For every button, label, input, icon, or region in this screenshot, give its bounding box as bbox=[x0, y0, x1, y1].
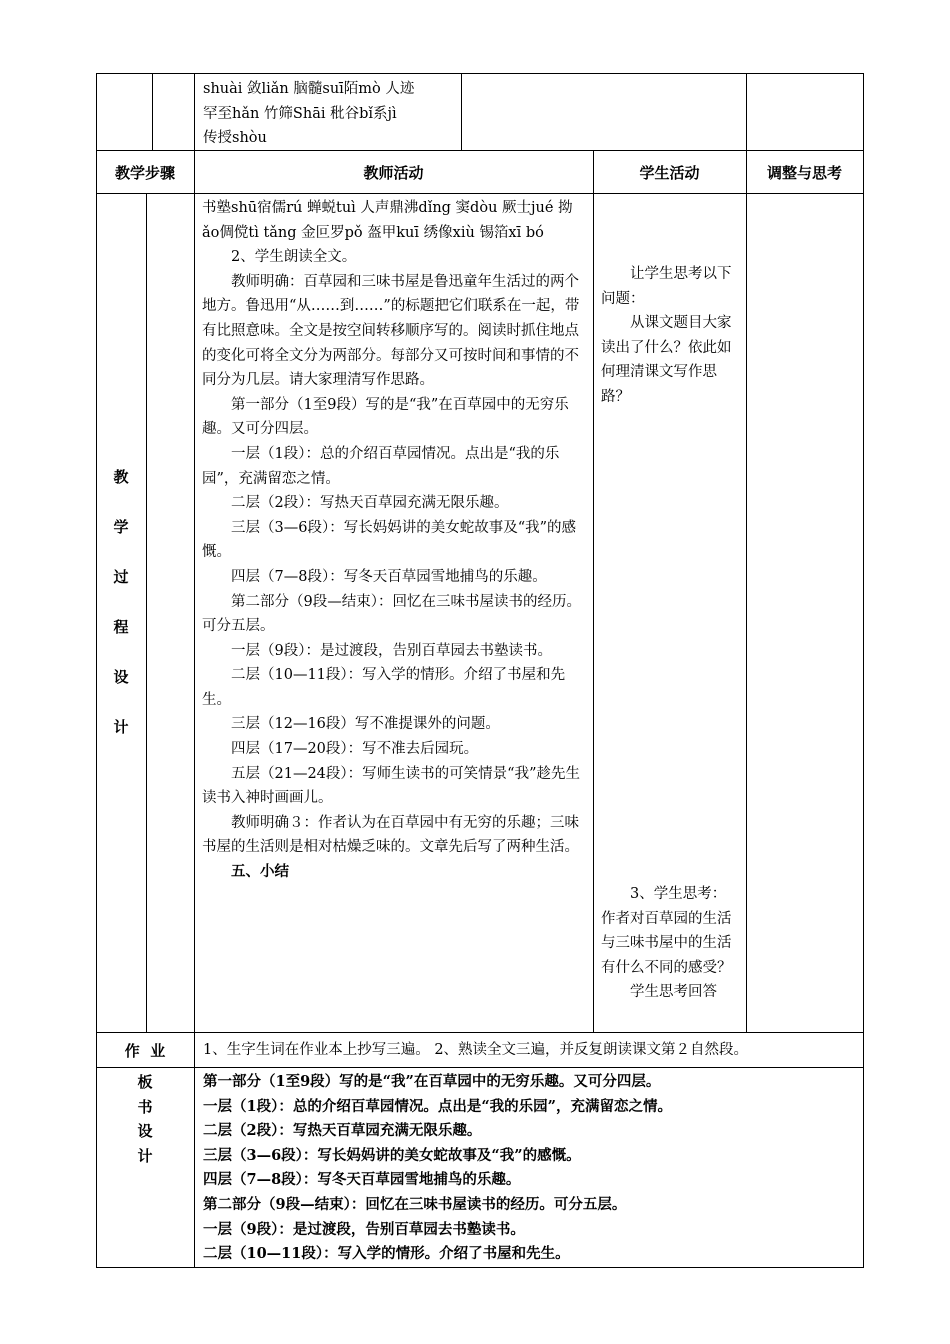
student-activity-top bbox=[601, 262, 740, 410]
top-pinyin-cell bbox=[203, 77, 458, 151]
side-char: 程 bbox=[113, 618, 129, 636]
header-adjust-reflect: 调整与思考 bbox=[766, 164, 842, 182]
student-activity-bottom bbox=[601, 882, 740, 1005]
header-student-activity: 学生活动 bbox=[639, 164, 700, 182]
header-teaching-steps: 教学步骤 bbox=[114, 164, 175, 182]
top-line: 罕至hǎn 竹筛Shāi 秕谷bǐ系jì bbox=[203, 105, 397, 122]
teacher-paragraph: 五、小结 bbox=[231, 863, 289, 881]
teacher-paragraph: 一层（9段）：是过渡段，告别百草园去书塾读书。 bbox=[231, 642, 552, 659]
board-char: 计 bbox=[137, 1146, 153, 1165]
teacher-paragraph: 二层（10—11段）：写入学的情形。介绍了书屋和先生。 bbox=[202, 667, 566, 708]
side-char: 过 bbox=[113, 568, 129, 586]
teacher-activity-cell bbox=[202, 196, 586, 885]
homework-label: 作 业 bbox=[124, 1042, 166, 1060]
teacher-paragraph: 2、学生朗读全文。 bbox=[231, 249, 357, 266]
top-line: shuài 敛liǎn 脑髓suī陌mò 人迹 bbox=[203, 81, 415, 97]
teacher-paragraph: 教师明确：百草园和三味书屋是鲁迅童年生活过的两个地方。鲁迅用“从……到……”的标题把它们联系在一起，带有比照意味。全文是按空间转移顺序写的。阅读时抓住地点的变化可将全文分为两部分。每部分又可按时间和事情的不同分为几层。请大家理清写作思路。 bbox=[202, 273, 580, 389]
board-line: 四层（7—8段）：写冬天百草园雪地捕鸟的乐趣。 bbox=[203, 1171, 521, 1189]
board-char: 书 bbox=[137, 1097, 153, 1116]
teacher-paragraph: 四层（7—8段）：写冬天百草园雪地捕鸟的乐趣。 bbox=[231, 568, 547, 585]
board-line: 第二部分（9段—结束）：回忆在三味书屋读书的经历。可分五层。 bbox=[203, 1195, 627, 1213]
board-line: 二层（2段）：写热天百草园充满无限乐趣。 bbox=[203, 1122, 482, 1140]
teacher-paragraph: 第二部分（9段—结束）：回忆在三味书屋读书的经历。可分五层。 bbox=[202, 593, 581, 635]
header-teacher-activity: 教师活动 bbox=[363, 164, 424, 182]
process-side-label bbox=[96, 466, 146, 766]
teacher-paragraph: 教师明确３：作者认为在百草园中有无穷的乐趣；三味书屋的生活则是相对枯燥乏味的。文章先后写了两种生活。 bbox=[202, 814, 579, 856]
board-line: 一层（1段）：总的介绍百草园情况。点出是“我的乐园”，充满留恋之情。 bbox=[203, 1097, 673, 1115]
teacher-paragraph: 第一部分（1至9段）写的是“我”在百草园中的无穷乐趣。又可分四层。 bbox=[202, 396, 569, 438]
homework-text: 1、生字生词在作业本上抄写三遍。 2、熟读全文三遍，并反复朗读课文第２自然段。 bbox=[203, 1042, 749, 1058]
side-char: 学 bbox=[113, 518, 129, 536]
board-design-cell bbox=[203, 1070, 858, 1267]
teacher-paragraph: 五层（21—24段）：写师生读书的可笑情景“我”趁先生读书入神时画画儿。 bbox=[202, 765, 580, 807]
side-char: 教 bbox=[113, 468, 129, 486]
student-paragraph: 从课文题目大家读出了什么？依此如何理清课文写作思路？ bbox=[601, 315, 732, 405]
teacher-paragraph: 三层（12—16段）写不准提课外的问题。 bbox=[231, 716, 500, 733]
board-line: 一层（9段）：是过渡段，告别百草园去书塾读书。 bbox=[203, 1220, 525, 1238]
board-char: 板 bbox=[137, 1073, 153, 1091]
board-line: 第一部分（1至9段）写的是“我”在百草园中的无穷乐趣。又可分四层。 bbox=[203, 1073, 661, 1090]
top-line: 传授shòu bbox=[203, 130, 267, 147]
student-paragraph: 让学生思考以下问题： bbox=[601, 266, 732, 307]
student-paragraph: 学生思考回答 bbox=[630, 984, 717, 1001]
teacher-paragraph: 一层（1段）：总的介绍百草园情况。点出是“我的乐园”，充满留恋之情。 bbox=[202, 445, 560, 487]
side-char: 计 bbox=[113, 718, 129, 736]
board-line: 三层（3—6段）：写长妈妈讲的美女蛇故事及“我”的感慨。 bbox=[203, 1146, 581, 1164]
side-char: 设 bbox=[113, 668, 129, 686]
board-char: 设 bbox=[137, 1122, 153, 1141]
teacher-paragraph: 四层（17—20段）：写不准去后园玩。 bbox=[231, 741, 479, 758]
teacher-paragraph: 二层（2段）：写热天百草园充满无限乐趣。 bbox=[231, 495, 509, 512]
board-side-label bbox=[96, 1070, 194, 1168]
student-paragraph: 3、学生思考：作者对百草园的生活与三味书屋中的生活有什么不同的感受？ bbox=[601, 886, 732, 976]
teacher-paragraph: 书塾shū宿儒rú 蝉蜕tuì 人声鼎沸dǐng 窦dòu 厥士jué 拗ǎo倜傥tì tǎng 金叵罗pǒ 盔甲kuī 绣像xiù 锡箔xī bó bbox=[202, 200, 573, 241]
board-line: 二层（10—11段）：写入学的情形。介绍了书屋和先生。 bbox=[203, 1245, 570, 1263]
teacher-paragraph: 三层（3—6段）：写长妈妈讲的美女蛇故事及“我”的感慨。 bbox=[202, 519, 577, 561]
